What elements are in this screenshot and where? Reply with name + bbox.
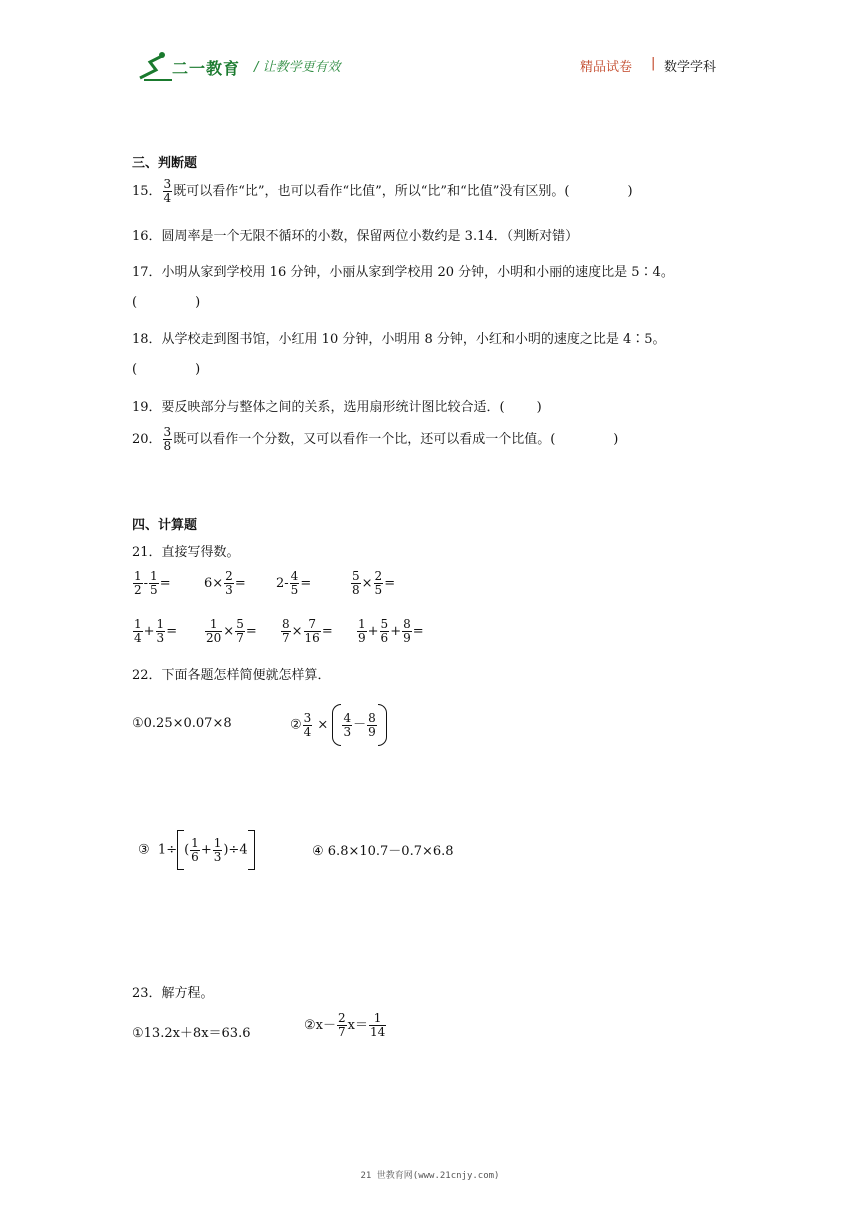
q21-item-8: $\frac{1}{9}$ + $\frac{5}{6}$ + $\frac{8}{9}$ = [358, 617, 424, 645]
question-23: 23．解方程。 [132, 986, 214, 1001]
q21-item-6: $\frac{1}{20}$ × $\frac{5}{7}$ = [206, 617, 257, 645]
q21-item-5: $\frac{1}{4}$ + $\frac{1}{3}$ = [134, 617, 178, 645]
logo-text: 二一教育 [172, 59, 241, 78]
q21-item-2: 6× $\frac{2}{3}$ = [204, 569, 246, 597]
question-15 [132, 178, 633, 205]
q22-part-4: ④ 6.8×10.7－0.7×6.8 [312, 844, 454, 859]
q20-text: 既可以看作一个分数，又可以看作一个比，还可以看成一个比值。( [173, 432, 556, 447]
question-17-blank: ( ) [132, 295, 201, 310]
q22-part-1: ①0.25×0.07×8 [132, 716, 232, 731]
section-title-calculation: 四、计算题 [132, 518, 198, 533]
q21-item-4: $\frac{5}{8}$ × $\frac{2}{5}$ = [352, 569, 396, 597]
question-16: 16．圆周率是一个无限不循环的小数，保留两位小数约是 3.14．（判断对错） [132, 229, 579, 244]
question-19: 19．要反映部分与整体之间的关系，选用扇形统计图比较合适．( ) [132, 400, 542, 415]
footer: 21 世教育网(www.21cnjy.com) [360, 1171, 500, 1181]
section-title-judgement: 三、判断题 [132, 156, 198, 171]
question-22: 22．下面各题怎样简便就怎样算． [132, 668, 331, 683]
q15-text: 既可以看作“比”，也可以看作“比值”，所以“比”和“比值”没有区别。( [173, 184, 570, 199]
q22-part-2: ② $\frac{3}{4}$ × $\frac{4}{3}$ － $\frac{8}{9}$ [290, 704, 387, 746]
q15-close: ) [627, 184, 633, 199]
q15-num: 15． [132, 184, 162, 199]
q22-part-3: ③ 1÷ ( $\frac{1}{6}$ + $\frac{1}{3}$ )÷4 [138, 830, 255, 870]
question-20: 20． $\frac{3}{8}$ 既可以看作一个分数，又可以看作一个比，还可以看成一个比值。( ) [132, 425, 619, 453]
q20-fraction: $\frac{3}{8}$ [163, 425, 172, 453]
q21-item-1: $\frac{1}{2}$ - $\frac{1}{5}$ = [134, 569, 171, 597]
slogan: / 让教学更有效 [254, 60, 341, 75]
q21-item-7: $\frac{8}{7}$ × $\frac{7}{16}$ = [282, 617, 333, 645]
header-separator: | [651, 56, 656, 71]
q15-fraction: $\frac{3}{4}$ [163, 177, 172, 205]
question-18: 18．从学校走到图书馆，小红用 10 分钟，小明用 8 分钟，小红和小明的速度之比是 4∶5。 [132, 332, 666, 347]
q23-part-2: ②x－ $\frac{2}{7}$ x＝ $\frac{1}{14}$ [304, 1011, 386, 1039]
question-18-blank: ( ) [132, 362, 201, 377]
q20-num: 20． [132, 432, 162, 447]
q21-item-3: 2- $\frac{4}{5}$ = [276, 569, 312, 597]
header-tag-right: 数学学科 [664, 60, 717, 75]
header-tag-left: 精品试卷 [580, 60, 633, 75]
question-21: 21．直接写得数。 [132, 545, 240, 560]
q23-part-1: ①13.2x＋8x＝63.6 [132, 1026, 251, 1041]
question-17: 17．小明从家到学校用 16 分钟，小丽从家到学校用 20 分钟，小明和小丽的速度比是 5∶4。 [132, 265, 674, 280]
